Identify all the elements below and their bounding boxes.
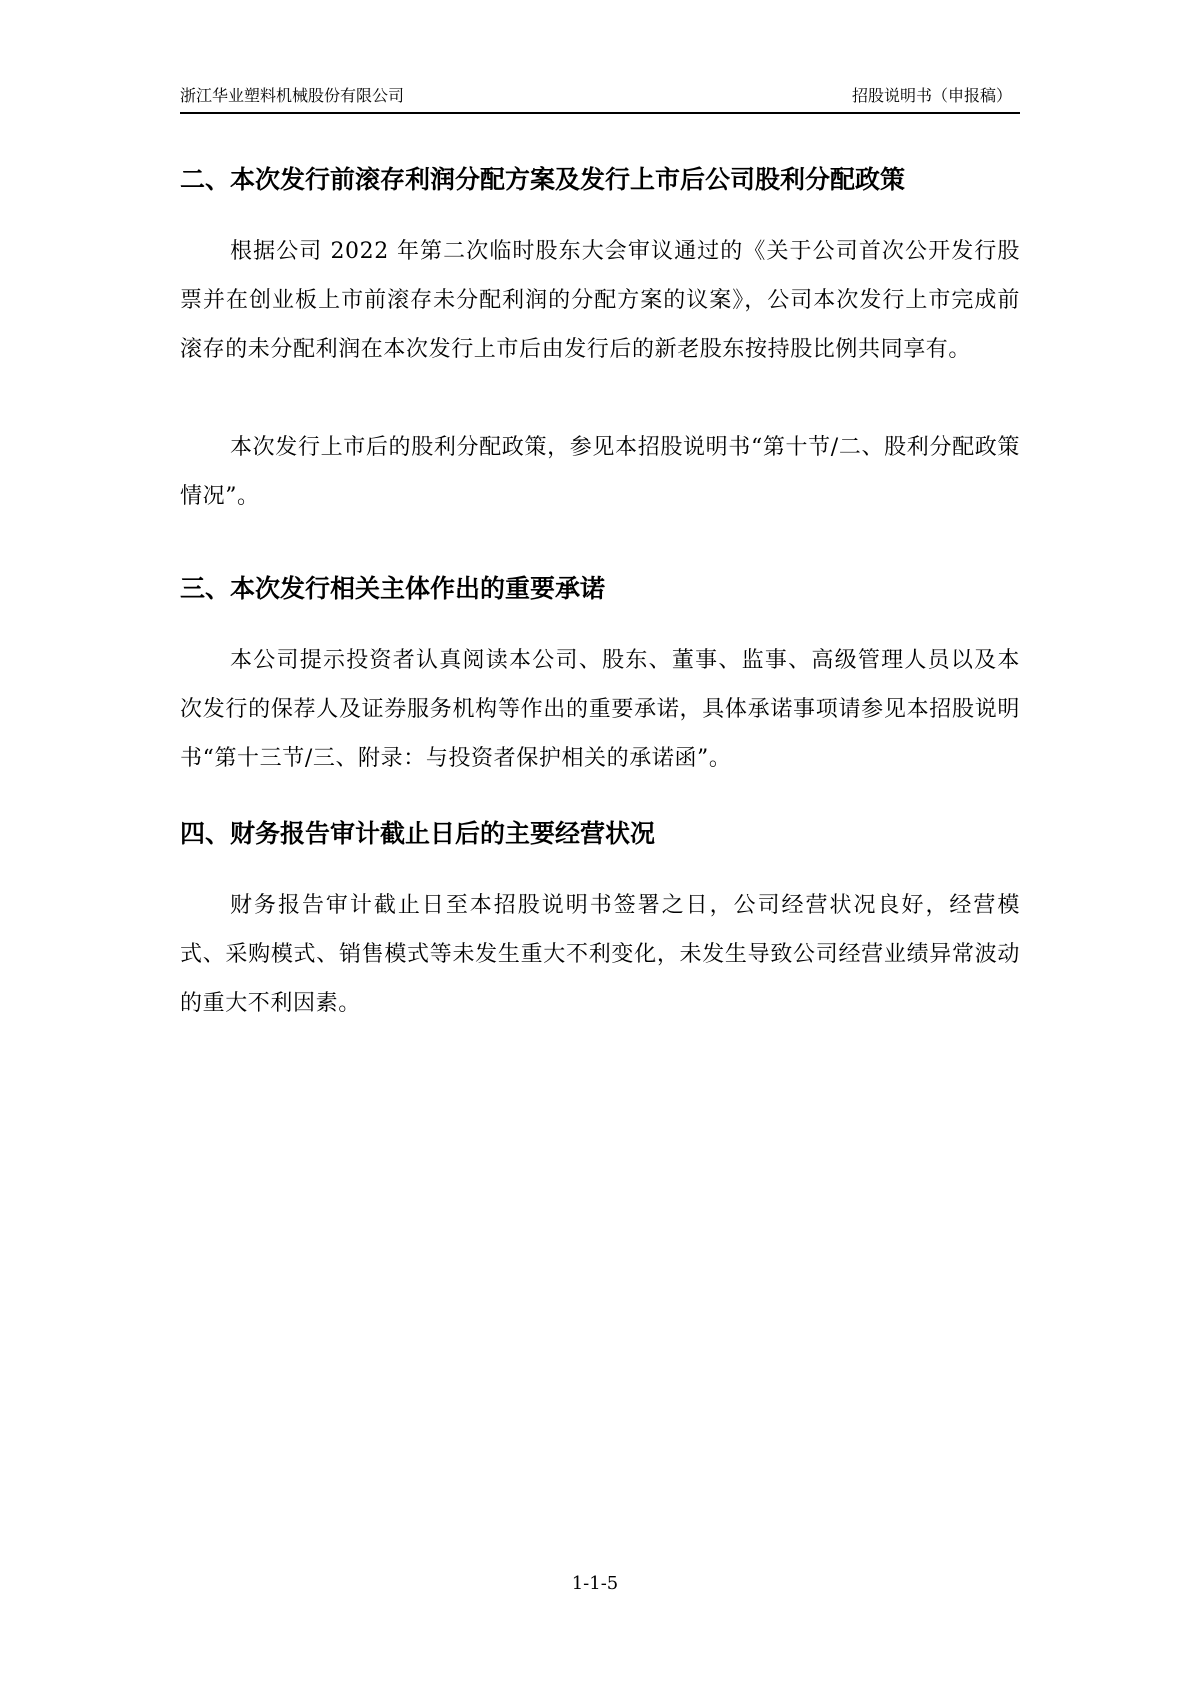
paragraph-retained-profit-plan: 根据公司 2022 年第二次临时股东大会审议通过的《关于公司首次公开发行股票并在创业板上市前滚存未分配利润的分配方案的议案》，公司本次发行上市完成前滚存的未分配利润在本次发行上市后由发行后的新老股东按持股比例共同享有。 [180, 239, 1020, 362]
paragraph-commitments: 本公司提示投资者认真阅读本公司、股东、董事、监事、高级管理人员以及本次发行的保荐人及证券服务机构等作出的重要承诺，具体承诺事项请参见本招股说明书“第十三节/三、附录：与投资者保护相关的承诺函”。 [180, 648, 1020, 771]
section-heading-dividend-policy: 二、本次发行前滚存利润分配方案及发行上市后公司股利分配政策 [180, 165, 906, 194]
section-heading-post-audit-operations: 四、财务报告审计截止日后的主要经营状况 [180, 819, 656, 848]
page-header [180, 82, 1020, 114]
paragraph-post-audit-operations: 财务报告审计截止日至本招股说明书签署之日，公司经营状况良好，经营模式、采购模式、销售模式等未发生重大不利变化，未发生导致公司经营业绩异常波动的重大不利因素。 [180, 893, 1020, 1016]
page-number: 1-1-5 [571, 1573, 619, 1594]
section-heading-commitments: 三、本次发行相关主体作出的重要承诺 [180, 574, 606, 603]
paragraph-dividend-policy-reference: 本次发行上市后的股利分配政策，参见本招股说明书“第十节/二、股利分配政策情况”。 [180, 435, 1020, 509]
header-document-type: 招股说明书（申报稿） [851, 86, 1012, 105]
header-company-name: 浙江华业塑料机械股份有限公司 [180, 86, 405, 105]
